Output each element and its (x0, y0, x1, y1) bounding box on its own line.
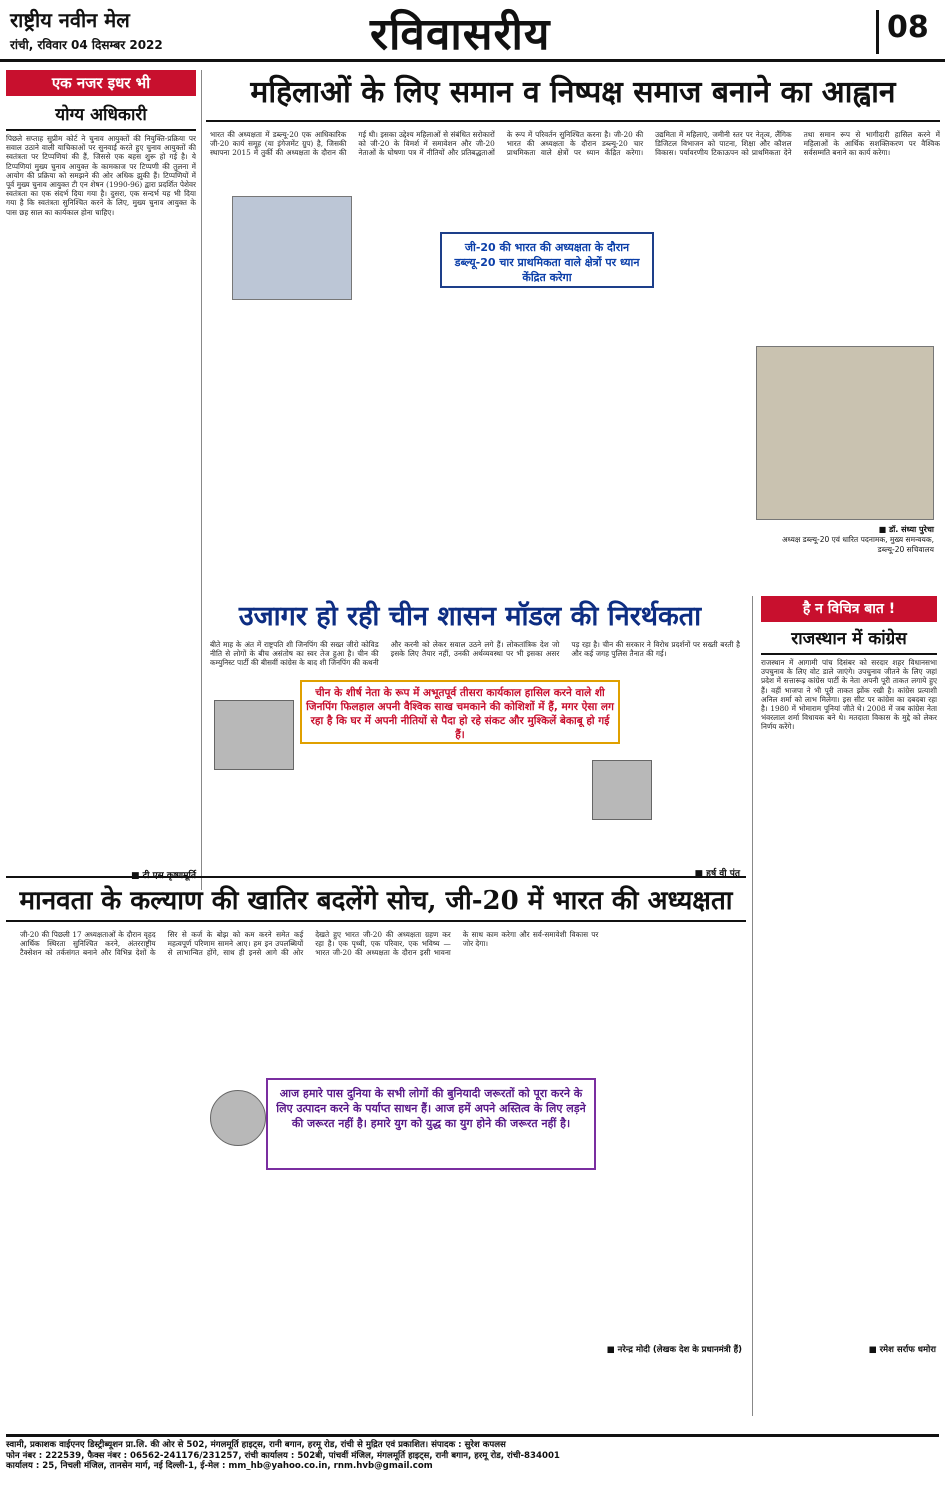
article3-body: जी-20 की पिछली 17 अध्यक्षताओं के दौरान वृहद आर्थिक स्थिरता सुनिश्चित करने, अंतरराष्ट्रीय टैक्सेशन को तर्कसंगत बनाने और विभिन्न देशों के सिर से कर्ज के बोझ को कम करने समेत कई महत्वपूर्ण परिणाम सामने आए। हम इन उपलब्धियों से लाभान्वित होंगे, साथ ही इनसे आगे की ओर देखते हुए भारत जी-20 की अध्यक्षता ग्रहण कर रहा है। एक पृथ्वी, एक परिवार, एक भविष्य — भारत जी-20 की अध्यक्षता के दौरान इसी भावना के साथ काम करेगा और सर्व-समावेशी विकास पर जोर देगा। (20, 930, 599, 958)
masthead (0, 0, 945, 62)
author-photo (756, 346, 934, 520)
article2-byline: ■ हर्ष वी पंत (694, 869, 740, 879)
left-body: पिछले सप्ताह सुप्रीम कोर्ट ने चुनाव आयुक्तों की नियुक्ति-प्रक्रिया पर सवाल उठाने वाली याचिकाओं पर सुनवाई करते हुए चुनाव आयुक्तों की स्वतंत्रता पर टिप्पणियां की हैं, जिससे एक बहस शुरू हो गई है। ये टिप्पणियां मुख्य चुनाव आयुक्त के कामकाज पर टिप्पणी की तुलना में आयोग की प्रक्रिया को समझने की ओर अधिक झुकी हैं। टिप्पणियों में पूर्व मुख्य चुनाव आयुक्त टी एन शेषन (1990-96) द्वारा प्रदर्शित पेशेवर स्वतंत्रता का एक संदर्भ दिया गया है। दुसरा, एक सन्दर्भ यह भी दिया गया है कि स्वतंत्रता सुनिश्चित करने के लिए, मुख्य चुनाव आयुक्त के पास छह साल का कार्यकाल होना चाहिए। (6, 134, 196, 217)
right-column (752, 596, 940, 1416)
article1-photo (232, 196, 352, 300)
article3-photo (210, 1090, 266, 1146)
article1-pull-quote: जी-20 की भारत की अध्यक्षता के दौरान डब्ल्यू-20 चार प्राथमिकता वाले क्षेत्रों पर ध्यान केंद्रित करेगा (440, 232, 654, 288)
right-kicker: है न विचित्र बात ! (761, 596, 937, 622)
imprint (6, 1434, 939, 1486)
imprint-line-3: कार्यालय : 25, निचली मंजिल, तानसेन मार्ग, नई दिल्ली-1, ई-मेल : mm_hb@yahoo.co.in, rnm.hvb@gmail.com (6, 1461, 433, 1472)
article2-pull-quote: चीन के शीर्ष नेता के रूप में अभूतपूर्व तीसरा कार्यकाल हासिल करने वाले शी जिनपिंग फिलहाल अपनी वैश्विक साख चमकाने की कोशिशों में हैं, मगर ऐसा लग रहा है कि घर में अपनी नीतियों से पैदा हो रहे संकट और मुश्किलें बेकाबू हो गई हैं। (300, 680, 620, 744)
page-number: 08 (876, 10, 936, 54)
article2-author-photo (592, 760, 652, 820)
imprint-line-1: स्वामी, प्रकाशक वाईएनए डिस्ट्रीब्यूशन प्रा.लि. की ओर से 502, मंगलमूर्ति हाइट्स, रानी बगान, हरमू रोड, रांची से मुद्रित एवं प्रकाशित। संपादक : सुरेश कपलस (6, 1440, 506, 1450)
article1-body: भारत की अध्यक्षता में डब्ल्यू-20 एक आधिकारिक जी-20 कार्य समूह (या इंगेजमेंट ग्रुप) है, जिसकी स्थापना 2015 में तुर्की की अध्यक्षता के दौरान की गई थी। इसका उद्देश्य महिलाओं से संबंधित सरोकारों को जी-20 के विमर्श में समावेशन और जी-20 नेताओं के घोषणा पत्र में नीतियों और प्रतिबद्धताओं के रूप में परिवर्तन सुनिश्चित करना है। जी-20 की भारत की अध्यक्षता के दौरान डब्ल्यू-20 चार प्राथमिकता वाले क्षेत्रों पर ध्यान केंद्रित करेगा। उद्यमिता में महिलाएं, जमीनी स्तर पर नेतृत्व, लैंगिक डिजिटल विभाजन को पाटना, शिक्षा और कौशल विकास। पर्यावरणीय टिकाऊपन को प्राथमिकता देने तथा समान रूप से भागीदारी हासिल करने में महिलाओं के आर्थिक सशक्तिकरण पर वैश्विक सर्वसम्मति बनाने का कार्य करेगा। (210, 130, 940, 158)
article1-author-title: अध्यक्ष डब्ल्यू-20 एवं धारित पदनामक, मुख्य समन्वयक, डब्ल्यू-20 सचिवालय (781, 535, 934, 554)
left-byline: ■ टी एस कृष्णमूर्ति (131, 871, 196, 881)
right-headline: राजस्थान में कांग्रेस (761, 626, 937, 655)
article1-caption (756, 524, 934, 555)
left-column (6, 70, 202, 890)
right-body: राजस्थान में आगामी पांच दिसंबर को सरदार शहर विधानसभा उपचुनाव के लिए वोट डाले जाएंगे। उपचुनाव जीतने के लिए जहां प्रदेश में सत्तारूढ़ कांग्रेस पार्टी के नेता अपनी पूरी ताकत लगाये हुए हैं। वहीं भाजपा ने भी पूरी ताकत झोंक रखी है। कांग्रेस प्रत्याशी अनिल शर्मा को लाभ मिलेगा। इस सीट पर कांग्रेस का दबदबा रहा है। 1980 में भोमाराम पूनियां जीते थे। 2008 में जब कांग्रेस नेता भंवरलाल शर्मा विधायक बने थे। मतदाता विकास के मुद्दे को लेकर निर्णय करेंगे। (761, 658, 937, 732)
article1-author: ■ डॉ. संध्या पुरेचा (878, 525, 934, 534)
article2-photo (214, 700, 294, 770)
article3-caption: ■ नरेन्द्र मोदी (लेखक देश के प्रधानमंत्री हैं) (606, 1345, 742, 1355)
left-kicker: एक नजर इधर भी (6, 70, 196, 96)
right-byline: ■ रमेश सर्राफ धमोरा (868, 1345, 936, 1355)
newspaper-logo: राष्ट्रीय नवीन मेल (10, 8, 130, 32)
imprint-line-2: फोन नंबर : 222539, फैक्स नंबर : 06562-241176/231257, रांची कार्यालय : 502बी, पांचवीं मंजिल, मंगलमूर्ति हाइट्स, रानी बगान, हरमू रोड, रांची-834001 (6, 1450, 560, 1461)
article3-headline: मानवता के कल्याण की खातिर बदलेंगे सोच, जी-20 में भारत की अध्यक्षता (6, 876, 746, 922)
section-title: रविवासरीय (370, 9, 551, 60)
left-headline: योग्य अधिकारी (6, 102, 196, 131)
dateline: रांची, रविवार 04 दिसम्बर 2022 (10, 38, 163, 52)
article1-headline: महिलाओं के लिए समान व निष्पक्ष समाज बनाने का आह्वान (206, 70, 940, 122)
article2-body: बीते माह के अंत में राष्ट्रपति शी जिनपिंग की सख्त जीरो कोविड नीति से लोगों के बीच असंतोष का स्वर तेज हुआ है। चीन की कम्युनिस्ट पार्टी की बीसवीं कांग्रेस के बाद शी जिनपिंग की कथनी और करनी को लेकर सवाल उठने लगे हैं। लोकतांत्रिक देश जो इसके लिए तैयार नहीं, उनकी अर्थव्यवस्था पर भी इसका असर पड़ रहा है। चीन की सरकार ने विरोध प्रदर्शनों पर सख्ती बरती है और कई जगह पुलिस तैनात की गई। (210, 640, 740, 668)
article2-headline: उजागर हो रही चीन शासन मॉडल की निरर्थकता (238, 601, 702, 632)
article3-pull-quote: आज हमारे पास दुनिया के सभी लोगों की बुनियादी जरूरतों को पूरा करने के लिए उत्पादन करने के पर्याप्त साधन हैं। आज हमें अपने अस्तित्व के लिए लड़ने की जरूरत नहीं है। हमारे युग को युद्ध का युग होने की जरूरत नहीं है। (266, 1078, 596, 1170)
